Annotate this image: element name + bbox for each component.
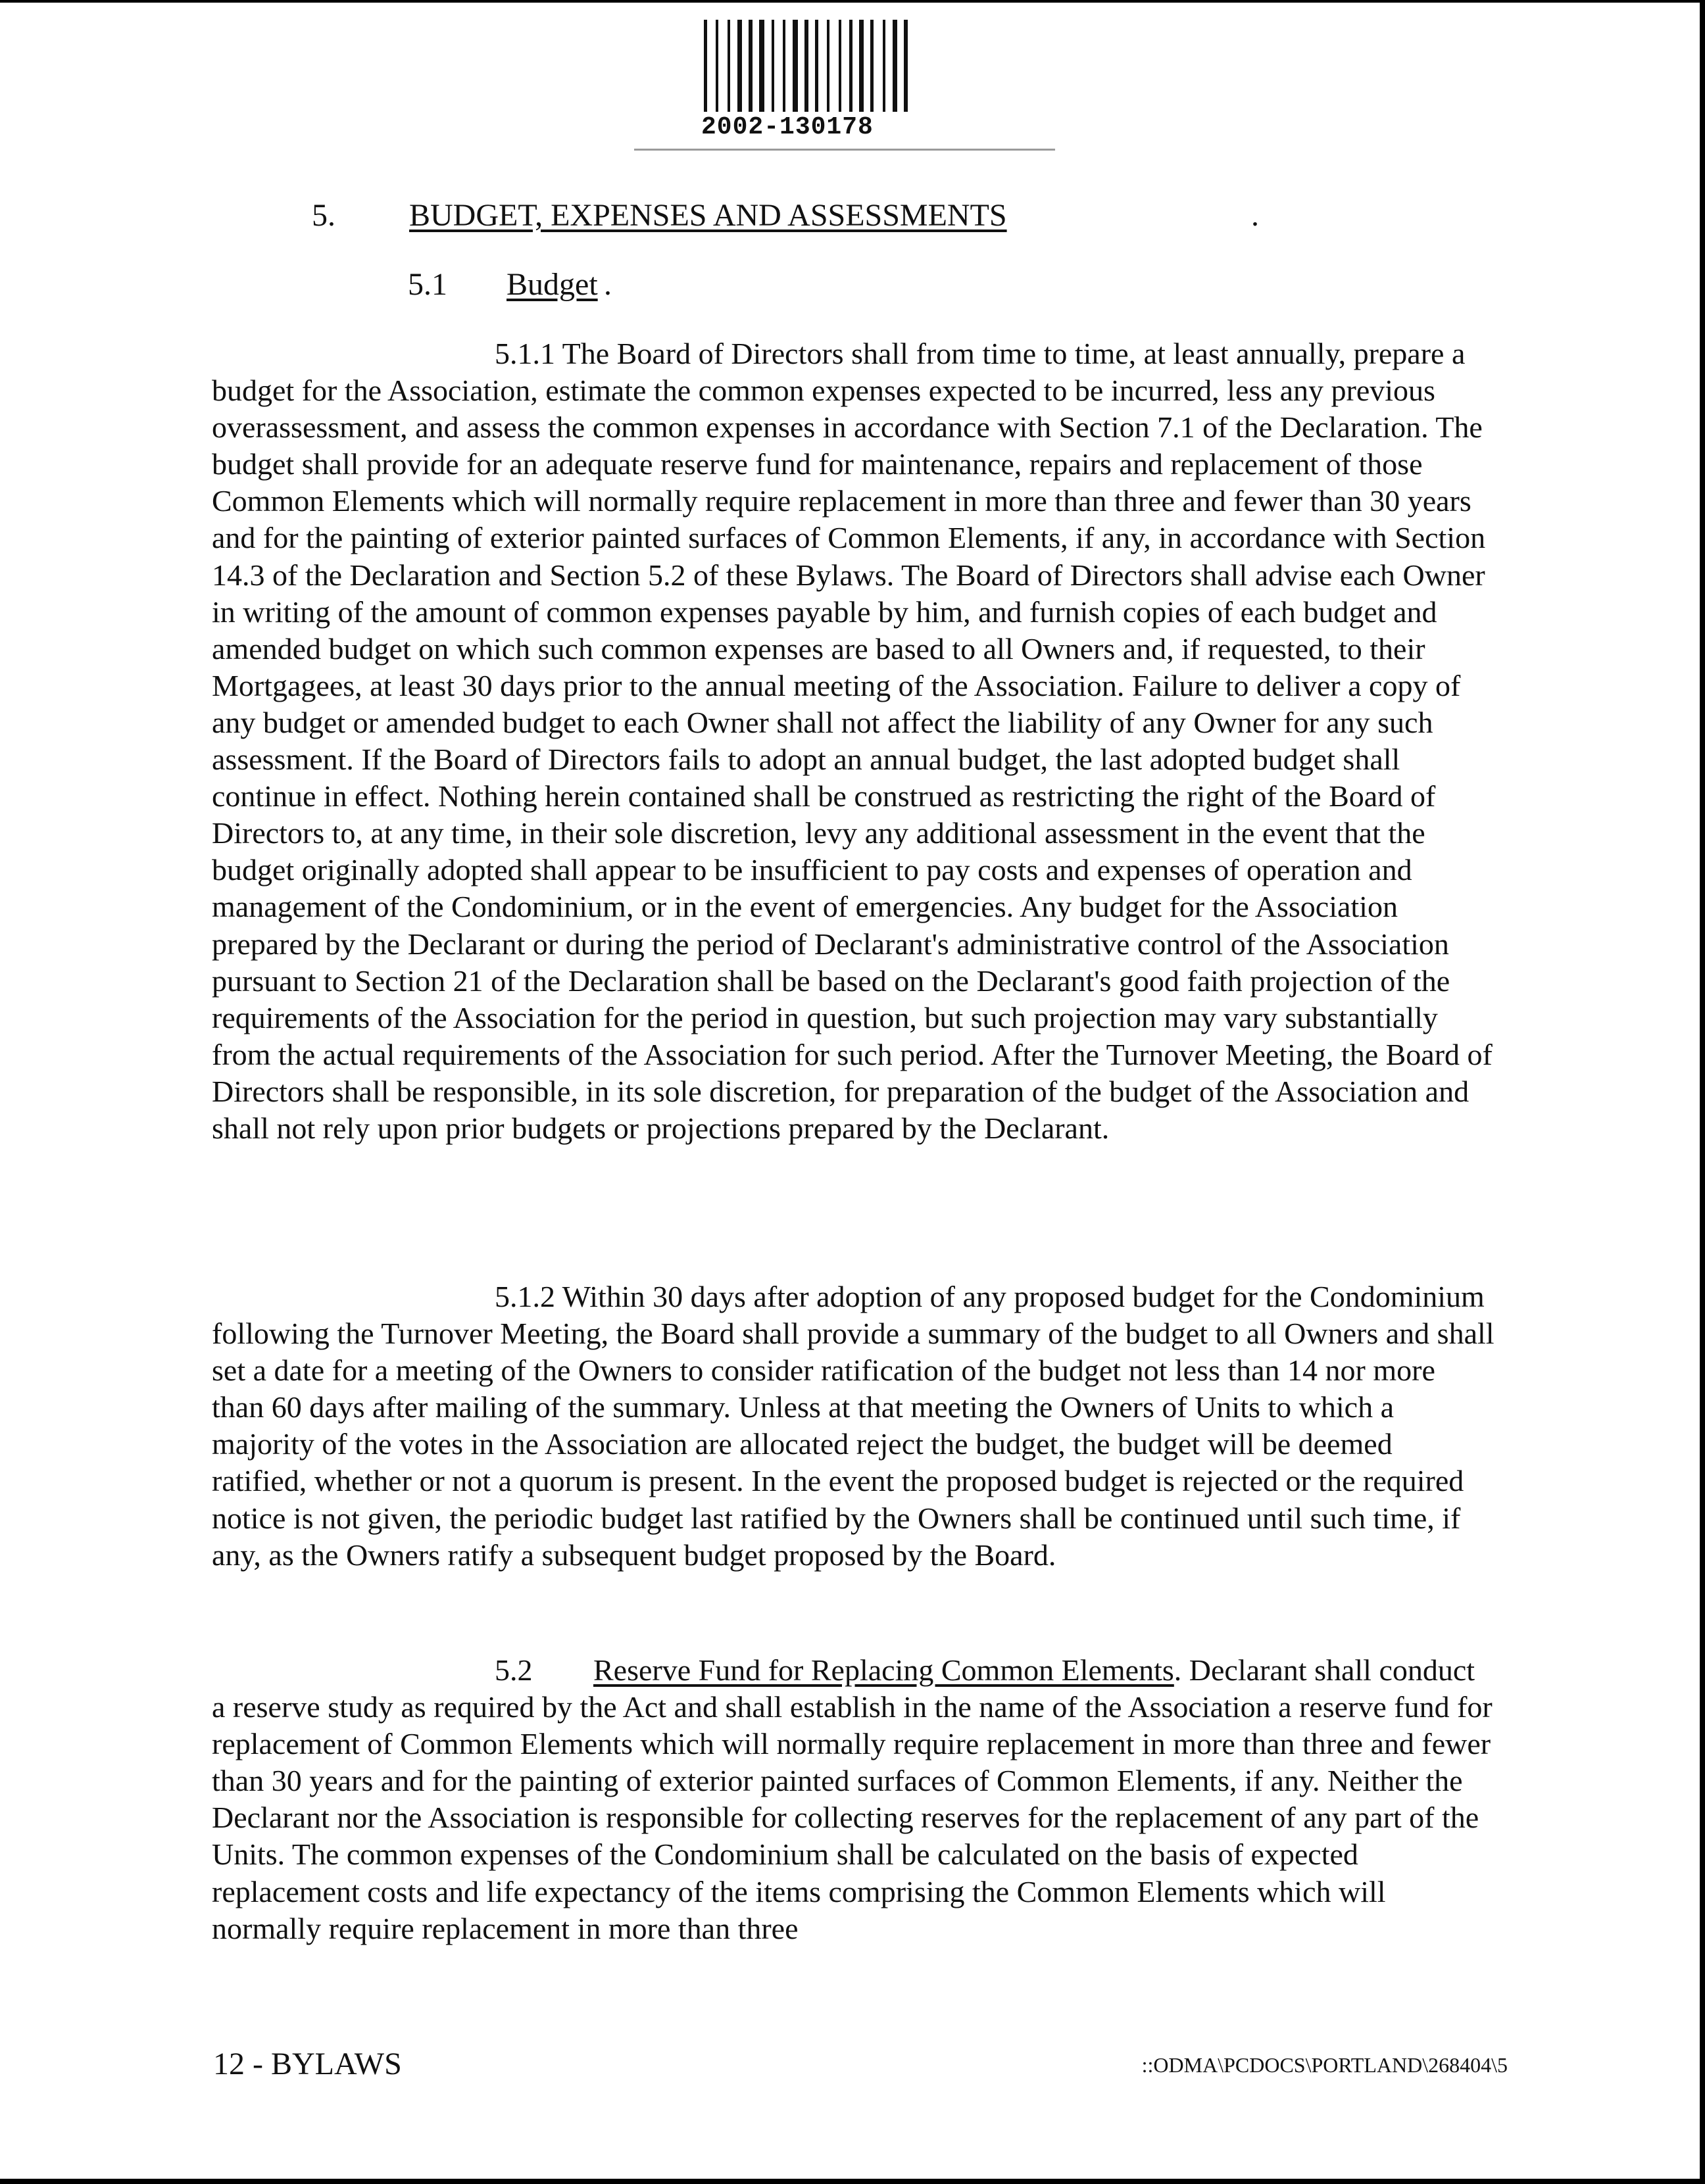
subsection-title: Budget [507,267,598,302]
footer-page-label: 12 - BYLAWS [213,2047,402,2081]
footer-document-path: ::ODMA\PCDOCS\PORTLAND\268404\5 [1141,2053,1508,2077]
barcode-bar [804,20,808,112]
section-title: BUDGET, EXPENSES AND ASSESSMENTS [409,198,1007,233]
barcode-bar [849,20,852,112]
section-number: 5. [312,198,335,233]
paragraph-5-1-1-text: 5.1.1 The Board of Directors shall from time to time, at least annually, prepare a budget for the Association, estimate the common expenses expected to be incurred, less any previous overassessment, and assess the common expenses in accordance with Section 7.1 of the Declaration. The budget shall provide for an adequate reserve fund for maintenance, repairs and replacement of those Common Elements which will normally require replacement in more than three and fewer than 30 years and for the painting of exterior painted surfaces of Common Elements, if any, in accordance with Section 14.3 of the Declaration and Section 5.2 of these Bylaws. The Board of Directors shall advise each Owner in writing of the amount of common expenses payable by him, and furnish copies of each budget and amended budget on which such common expenses are based to all Owners and, if requested, to their Mortgagees, at least 30 days prior to the annual meeting of the Association. Failure to deliver a copy of any budget or amended budget to each Owner shall not affect the liability of any Owner for any such assessment. If the Board of Directors fails to adopt an annual budget, the last adopted budget shall continue in effect. Nothing herein contained shall be construed as restricting the right of the Board of Directors to, at any time, in their sole discretion, levy any additional assessment in the event that the budget originally adopted shall appear to be insufficient to pay costs and expenses of operation and management of the Condominium, or in the event of emergencies. Any budget for the Association prepared by the Declarant or during the period of Declarant's administrative control of the Association pursuant to Section 21 of the Declaration shall be based on the Declarant's good faith projection of the requirements of the Association for the period in question, but such projection may vary substantially from the actual requirements of the Association for such period. After the Turnover Meeting, the Board of Directors shall be responsible, in its sole discretion, for preparation of the budget of the Association and shall not rely upon prior budgets or projections prepared by the Declarant. [212,337,1493,1145]
paragraph-5-2-title: Reserve Fund for Replacing Common Elements [593,1653,1174,1687]
barcode-bars [699,20,1008,115]
paragraph-5-2-number: 5.2 [495,1653,533,1687]
scan-border-right [1700,0,1705,2184]
subsection-title-end: . [604,267,612,302]
barcode-bar [716,20,718,112]
barcode-bar [783,20,785,112]
scan-border-top [0,0,1705,3]
scan-border-bottom [0,2179,1705,2184]
paragraph-5-2 [212,1652,1495,1947]
barcode-bar [904,20,908,112]
barcode-bar [759,20,764,112]
barcode-bar [793,20,798,112]
barcode-bar [870,20,874,112]
barcode-bar [815,20,818,112]
paragraph-5-1-2 [212,1278,1495,1574]
subsection-number: 5.1 [408,267,447,302]
barcode-bar [883,20,885,112]
barcode-number: 2002-130178 [701,113,874,141]
barcode-bar [728,20,730,112]
barcode-bar [704,20,707,112]
barcode-bar [737,20,742,112]
paragraph-5-2-body: . Declarant shall conduct a reserve study as required by the Act and shall establish in the name of the Association a reserve fund for replacement of Common Elements which will normally require replacement in more than three and fewer than 30 years and for the painting of exterior painted surfaces of Common Elements, if any. Neither the Declarant nor the Association is responsible for collecting reserves for the replacement of any part of the Units. The common expenses of the Condominium shall be calculated on the basis of expected replacement costs and life expectancy of the items comprising the Common Elements which will normally require replacement in more than three [212,1653,1493,1945]
section-title-wrap [409,197,1007,235]
paragraph-5-1-2-text: 5.1.2 Within 30 days after adoption of any proposed budget for the Condominium following the Turnover Meeting, the Board shall provide a summary of the budget to all Owners and shall set a date for a meeting of the Owners to consider ratification of the budget not less than 14 nor more than 60 days after mailing of the summary. Unless at that meeting the Owners of Units to which a majority of the votes in the Association are allocated reject the budget, the budget will be deemed ratified, whether or not a quorum is present. In the event the proposed budget is rejected or the required notice is not given, the periodic budget last ratified by the Owners shall be continued until such time, if any, as the Owners ratify a subsequent budget proposed by the Board. [212,1280,1495,1572]
barcode-bar [893,20,897,112]
barcode-bar [859,20,864,112]
section-title-end: . [1251,198,1259,233]
barcode [699,20,1008,158]
barcode-bar [749,20,753,112]
barcode-bar [772,20,774,112]
paragraph-5-1-1 [212,335,1495,1147]
barcode-underline [634,149,1055,151]
barcode-bar [827,20,829,112]
barcode-bar [839,20,841,112]
